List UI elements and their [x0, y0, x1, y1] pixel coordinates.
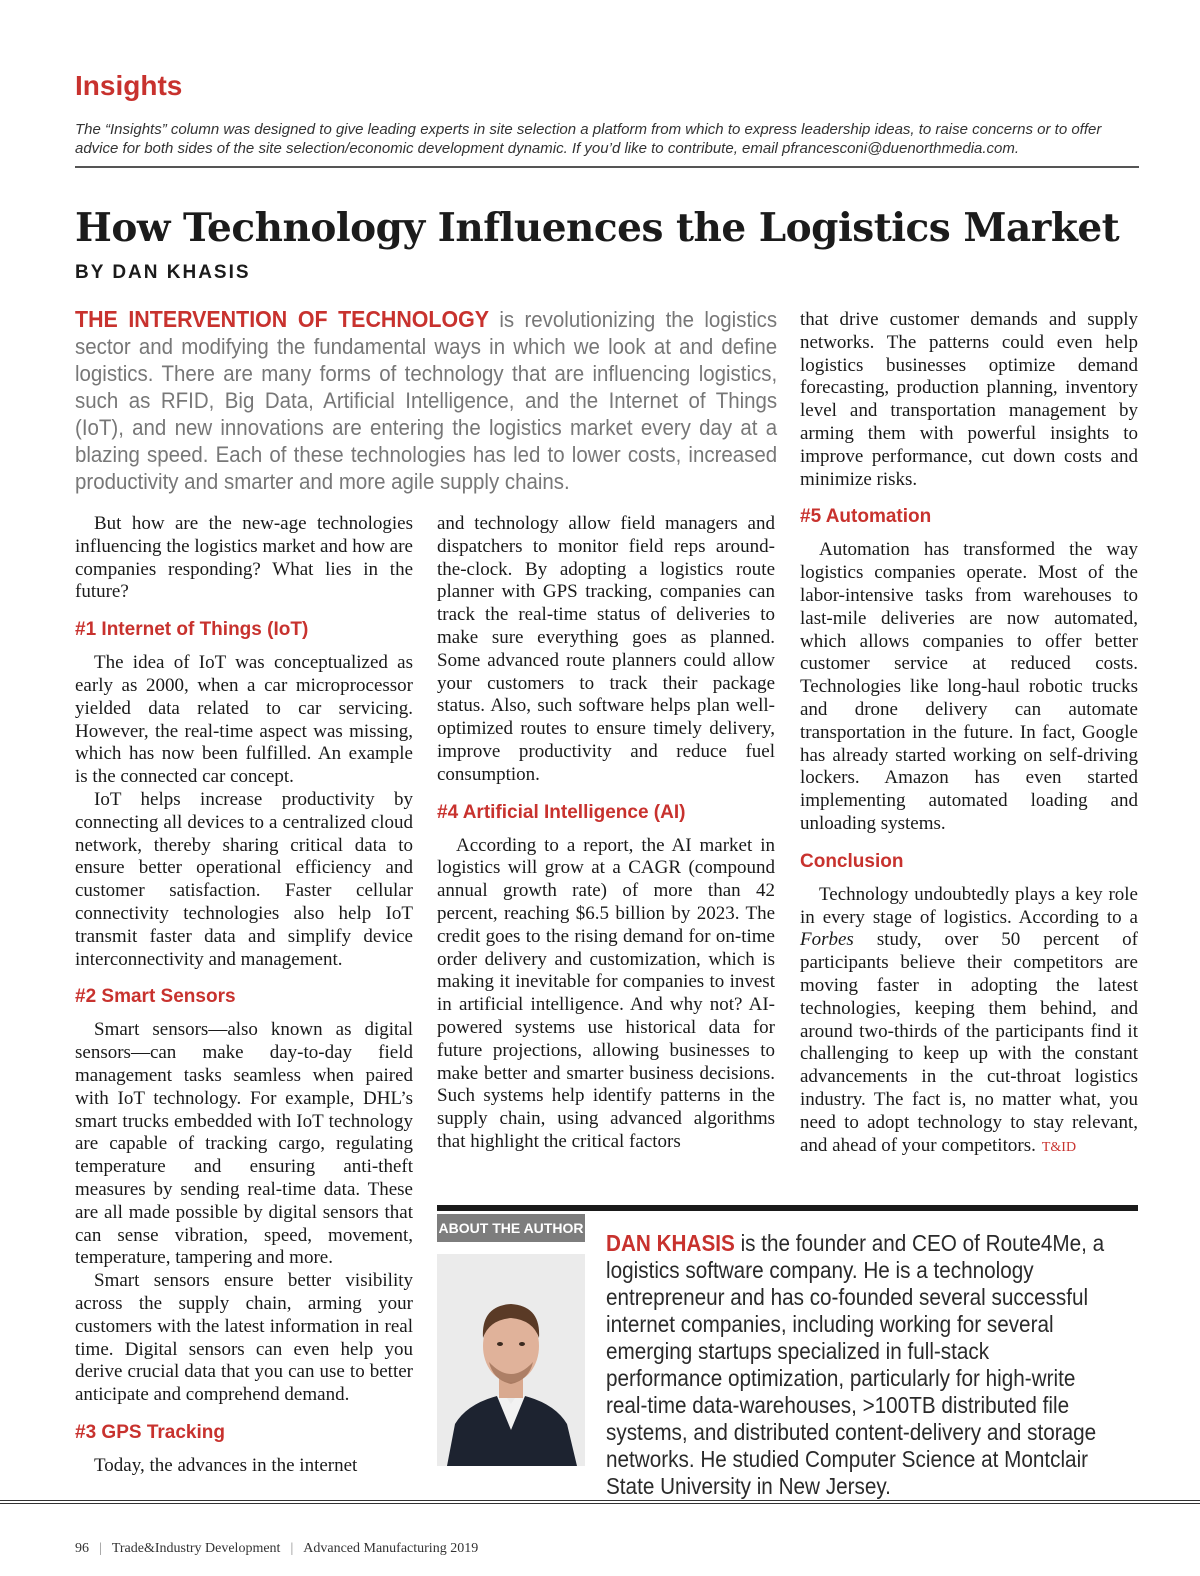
page-number: 96	[75, 1541, 89, 1556]
paragraph: IoT helps increase productivity by connecting all devices to a centralized cloud network, thereby sharing critical data to ensure better operational efficiency and customer satisfaction. Faster cellular connectivity technologies also help IoT transmit faster data and simplify device interconnectivity and management.	[75, 788, 413, 970]
author-box-rule	[437, 1205, 1138, 1211]
text-run: study, over 50 percent of participants believe their competitors are moving faster in adopting the latest technologies, keeping them behind, and around two-thirds of the participants find it challenging to keep up with the constant advancements in the cut-throat logistics industry. The fact is, no matter what, you need to adopt technology to stay relevant, and ahead of your competitors.	[800, 929, 1138, 1156]
footer-rule	[0, 1500, 1200, 1501]
end-mark: T&ID	[1041, 1139, 1077, 1155]
paragraph	[800, 884, 1138, 1160]
paragraph: Today, the advances in the internet	[94, 1454, 358, 1476]
subheading-ai: #4 Artificial Intelligence (AI)	[437, 801, 686, 823]
section-label: Insights	[75, 70, 183, 101]
author-photo	[437, 1254, 585, 1466]
paragraph: But how are the new-age technologies influencing the logistics market and how are companies responding? What lies in the future?	[75, 513, 413, 603]
paragraph: Automation has transformed the way logistics companies operate. Most of the labor-intensive tasks from warehouses to last-mile deliveries are now automated, which allows companies to offer better customer service at reduced costs. Technologies like long-haul robotic trucks and drone delivery can automate transportation in the future. In fact, Google has already started working on self-driving lockers. Amazon has even started implementing automated loading and unloading systems.	[800, 539, 1138, 834]
publication-title: Trade&Industry Development	[111, 1541, 281, 1556]
paragraph: Smart sensors—also known as digital sensors—can make day-to-day field management tasks seamless when paired with IoT technology. For example, DHL’s smart trucks embedded with IoT technology are capable of tracking cargo, regulating temperature and ensuring anti-theft measures by sending real-time data. These are all made possible by digital sensors that can sense vibration, speed, movement, temperature, tampering and more.	[75, 1019, 413, 1269]
publication-name: Forbes	[800, 929, 854, 951]
author-portrait-image	[437, 1254, 585, 1466]
subheading-smart-sensors: #2 Smart Sensors	[75, 986, 236, 1008]
page-footer: 96 | Trade&Industry Development | Advanced Manufacturing 2019	[75, 1541, 479, 1556]
subheading-iot: #1 Internet of Things (IoT)	[75, 619, 309, 641]
byline: BY DAN KHASIS	[75, 262, 251, 283]
paragraph: The idea of IoT was conceptualized as early as 2000, when a car microprocessor yielded data related to car servicing. However, the real-time aspect was missing, which has now been fulfilled. An example is the connected car concept.	[75, 652, 413, 788]
column-intro: The “Insights” column was designed to give leading experts in site selection a platform from which to express leadership ideas, to raise concerns or to offer advice for both sides of the site selection/economic development dynamic. If you’d like to contribute, email pfrancesconi@duenorthmedia.com.	[75, 121, 1102, 157]
about-author-tag: ABOUT THE AUTHOR	[437, 1214, 585, 1242]
column-1	[75, 513, 413, 1478]
column-2	[437, 513, 775, 1154]
column-3	[800, 309, 1138, 1159]
subheading-automation: #5 Automation	[800, 506, 932, 528]
author-name: DAN KHASIS	[606, 1230, 735, 1256]
issue-title: Advanced Manufacturing 2019	[303, 1541, 479, 1556]
article-headline: How Technology Influences the Logistics Market	[75, 205, 1120, 251]
paragraph: Smart sensors ensure better visibility across the supply chain, arming your customers with the latest information in real time. Digital sensors can even help you derive crucial data that you can use to better anticipate and comprehend demand.	[75, 1270, 413, 1406]
divider	[75, 166, 1139, 168]
lede-lead-in: THE INTERVENTION OF TECHNOLOGY	[75, 306, 490, 332]
author-bio	[606, 1230, 1110, 1500]
author-bio-text: is the founder and CEO of Route4Me, a logistics software company. He is a technology entrepreneur and has co-founded several successful internet companies, including working for several emerging startups specialized in full-stack performance optimization, particularly for high-write real-time data-warehouses, >100TB distributed file systems, and distributed content-delivery and storage networks. He studied Computer Science at Montclair State University in New Jersey.	[606, 1230, 1105, 1499]
paragraph: According to a report, the AI market in logistics will grow at a CAGR (compound annual growth rate) of more than 42 percent, reaching $6.5 billion by 2023. The credit goes to the rising demand for on-time order delivery and customization, which is making it inevitable for companies to invest in artificial intelligence. And why not? AI-powered systems use historical data for future projections, allowing businesses to make better and smarter business decisions. Such systems help identify patterns in the supply chain, using advanced algorithms that highlight the critical factors	[437, 834, 775, 1152]
lede-text: is revolutionizing the logistics sector and modifying the fundamental ways in which we look at and define logistics. There are many forms of technology that are influencing logistics, such as RFID, Big Data, Artificial Intelligence, and the Internet of Things (IoT), and new innovations are entering the logistics market every day at a blazing speed. Each of these technologies has led to lower costs, increased productivity and smarter and more agile supply chains.	[75, 307, 778, 494]
footer-rule	[0, 1503, 1200, 1504]
paragraph: and technology allow field managers and dispatchers to monitor field reps around-the-clock. By adopting a logistics route planner with GPS tracking, companies can track the real-time status of deliveries to make sure everything goes as planned. Some advanced route planners could allow your customers to track their package status. Also, such software helps plan well-optimized routes to ensure timely delivery, improve productivity and reduce fuel consumption.	[437, 513, 775, 785]
paragraph: that drive customer demands and supply networks. The patterns could even help logistics businesses optimize demand forecasting, production planning, inventory level and transportation management by arming them with powerful insights to improve performance, cut down costs and minimize risks.	[800, 309, 1138, 490]
text-run: Technology undoubtedly plays a key role in every stage of logistics. According to a	[800, 883, 1138, 928]
article-lede	[75, 306, 777, 495]
subheading-conclusion: Conclusion	[800, 850, 904, 872]
subheading-gps-tracking: #3 GPS Tracking	[75, 1421, 225, 1443]
